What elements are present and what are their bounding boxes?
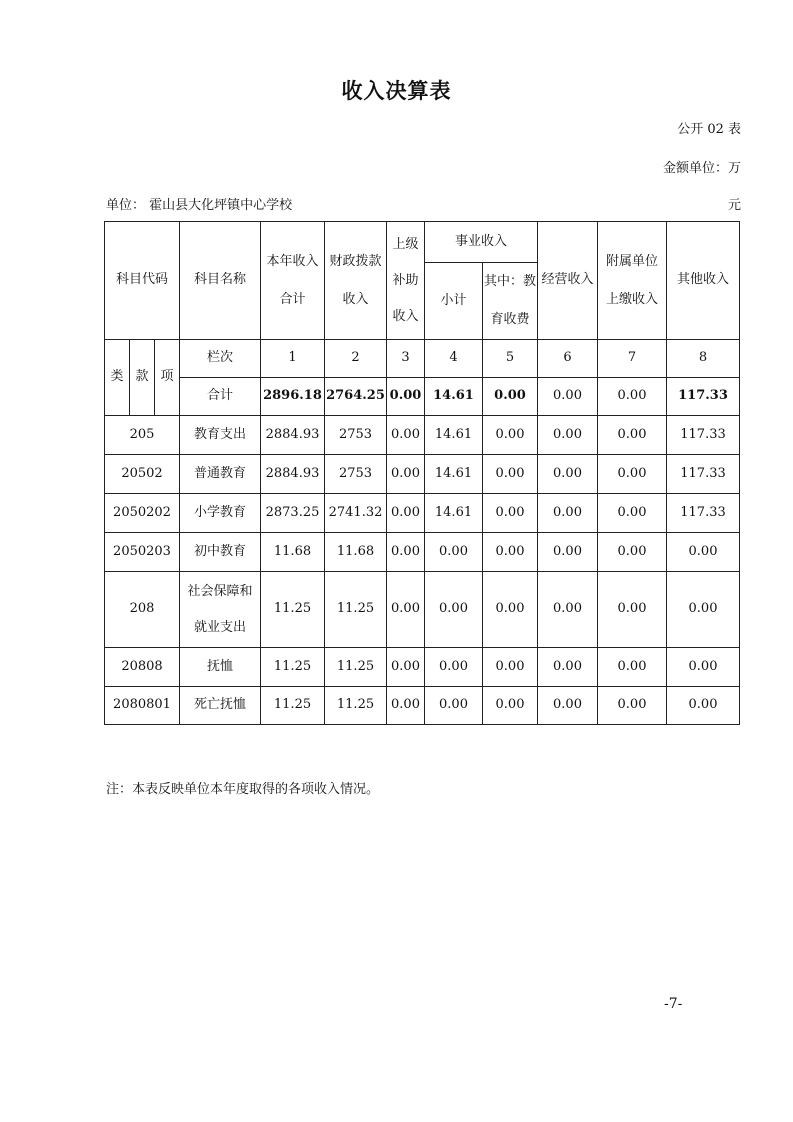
table-row	[105, 455, 740, 494]
header-subject-name: 科目名称	[180, 222, 261, 340]
value-cell: 2753	[325, 416, 387, 455]
value-cell: 0.00	[538, 533, 598, 572]
value-cell: 0.00	[598, 533, 667, 572]
value-cell: 2884.93	[261, 455, 325, 494]
amount-unit-suffix: 元	[727, 198, 741, 213]
column-number: 7	[598, 340, 667, 378]
header-superior-subsidy	[387, 222, 425, 340]
value-cell: 0.00	[598, 416, 667, 455]
total-row	[105, 378, 740, 416]
subject-name: 死亡抚恤	[180, 687, 261, 725]
subject-code: 2050203	[105, 533, 180, 572]
header-superior-line1: 上级	[392, 236, 419, 252]
value-cell: 0.00	[667, 572, 740, 648]
column-number: 5	[483, 340, 538, 378]
header-xiang: 项	[155, 340, 180, 416]
header-fiscal-income-line1: 财政拨款	[329, 253, 382, 269]
header-edu-fee-line2: 育收费	[490, 312, 530, 327]
value-cell: 0.00	[483, 494, 538, 533]
total-cell: 0.00	[598, 378, 667, 416]
table-row	[105, 533, 740, 572]
value-cell: 0.00	[387, 494, 425, 533]
header-subject-code: 科目代码	[105, 222, 180, 340]
value-cell: 0.00	[483, 416, 538, 455]
header-superior-line2: 补助	[392, 272, 419, 288]
table-row	[105, 648, 740, 687]
subject-code: 208	[105, 572, 180, 648]
value-cell: 0.00	[538, 494, 598, 533]
subject-name-line2: 就业支出	[193, 619, 246, 635]
value-cell: 0.00	[483, 533, 538, 572]
value-cell: 0.00	[667, 648, 740, 687]
table-row	[105, 416, 740, 455]
amount-unit-label: 金额单位：万	[662, 161, 741, 176]
value-cell: 14.61	[425, 494, 483, 533]
value-cell: 0.00	[598, 687, 667, 725]
header-fiscal-income	[325, 222, 387, 340]
value-cell: 0.00	[538, 455, 598, 494]
table-note: 注：本表反映单位本年度取得的各项收入情况。	[106, 782, 380, 797]
header-total-income-line1: 本年收入	[266, 253, 319, 269]
subject-name: 小学教育	[180, 494, 261, 533]
value-cell: 0.00	[425, 687, 483, 725]
value-cell: 0.00	[598, 648, 667, 687]
value-cell: 14.61	[425, 416, 483, 455]
total-label: 合计	[180, 378, 261, 416]
header-affiliated-line1: 附属单位	[605, 253, 658, 269]
subject-name: 初中教育	[180, 533, 261, 572]
header-edu-fee	[483, 263, 538, 340]
total-cell: 2764.25	[325, 378, 387, 416]
value-cell: 117.33	[667, 416, 740, 455]
subject-name: 普通教育	[180, 455, 261, 494]
header-edu-fee-line1: 其中：教	[483, 274, 536, 289]
value-cell: 11.68	[261, 533, 325, 572]
total-cell: 0.00	[387, 378, 425, 416]
value-cell: 0.00	[598, 572, 667, 648]
header-lei: 类	[105, 340, 130, 416]
value-cell: 0.00	[483, 455, 538, 494]
subject-code: 20502	[105, 455, 180, 494]
value-cell: 0.00	[598, 455, 667, 494]
table-row	[105, 572, 740, 648]
value-cell: 11.25	[261, 572, 325, 648]
form-number: 公开 02 表	[677, 122, 741, 137]
value-cell: 2873.25	[261, 494, 325, 533]
value-cell: 117.33	[667, 494, 740, 533]
table-row	[105, 687, 740, 725]
value-cell: 0.00	[425, 648, 483, 687]
subject-code: 2080801	[105, 687, 180, 725]
total-cell: 0.00	[538, 378, 598, 416]
header-superior-line3: 收入	[392, 308, 419, 324]
subject-name	[180, 572, 261, 648]
subject-name-line1: 社会保障和	[187, 583, 253, 599]
value-cell: 0.00	[483, 572, 538, 648]
value-cell: 14.61	[425, 455, 483, 494]
subject-code: 205	[105, 416, 180, 455]
value-cell: 11.25	[261, 687, 325, 725]
column-number: 6	[538, 340, 598, 378]
value-cell: 0.00	[387, 416, 425, 455]
value-cell: 0.00	[538, 572, 598, 648]
table-row	[105, 494, 740, 533]
header-fiscal-income-line2: 收入	[342, 291, 369, 307]
header-total-income-line2: 合计	[279, 291, 306, 307]
value-cell: 0.00	[667, 533, 740, 572]
income-table	[104, 221, 740, 725]
value-cell: 0.00	[387, 533, 425, 572]
total-cell: 14.61	[425, 378, 483, 416]
value-cell: 0.00	[538, 648, 598, 687]
header-business-income: 事业收入	[425, 222, 538, 263]
column-number: 1	[261, 340, 325, 378]
value-cell: 0.00	[387, 687, 425, 725]
value-cell: 2884.93	[261, 416, 325, 455]
value-cell: 0.00	[538, 416, 598, 455]
value-cell: 11.68	[325, 533, 387, 572]
page-number: -7-	[664, 996, 683, 1012]
value-cell: 2753	[325, 455, 387, 494]
value-cell: 11.25	[325, 572, 387, 648]
header-subtotal: 小计	[425, 263, 483, 340]
value-cell: 0.00	[483, 687, 538, 725]
header-kuan: 款	[130, 340, 155, 416]
subject-name: 教育支出	[180, 416, 261, 455]
header-total-income	[261, 222, 325, 340]
value-cell: 0.00	[483, 648, 538, 687]
column-number: 8	[667, 340, 740, 378]
value-cell: 0.00	[387, 648, 425, 687]
total-cell: 117.33	[667, 378, 740, 416]
header-other-income: 其他收入	[667, 222, 740, 340]
column-number: 4	[425, 340, 483, 378]
header-column-index-label: 栏次	[180, 340, 261, 378]
column-number: 2	[325, 340, 387, 378]
subject-code: 2050202	[105, 494, 180, 533]
value-cell: 0.00	[425, 533, 483, 572]
value-cell: 0.00	[598, 494, 667, 533]
value-cell: 2741.32	[325, 494, 387, 533]
header-affiliated-line2: 上缴收入	[605, 291, 658, 307]
header-operating-income: 经营收入	[538, 222, 598, 340]
value-cell: 11.25	[261, 648, 325, 687]
value-cell: 0.00	[387, 572, 425, 648]
value-cell: 0.00	[538, 687, 598, 725]
column-number: 3	[387, 340, 425, 378]
value-cell: 0.00	[387, 455, 425, 494]
subject-code: 20808	[105, 648, 180, 687]
header-affiliated-income	[598, 222, 667, 340]
value-cell: 0.00	[425, 572, 483, 648]
organization-label: 单位： 霍山县大化坪镇中心学校	[106, 198, 293, 213]
value-cell: 11.25	[325, 687, 387, 725]
value-cell: 11.25	[325, 648, 387, 687]
total-cell: 0.00	[483, 378, 538, 416]
value-cell: 117.33	[667, 455, 740, 494]
total-cell: 2896.18	[261, 378, 325, 416]
value-cell: 0.00	[667, 687, 740, 725]
subject-name: 抚恤	[180, 648, 261, 687]
page-title: 收入决算表	[341, 79, 452, 103]
